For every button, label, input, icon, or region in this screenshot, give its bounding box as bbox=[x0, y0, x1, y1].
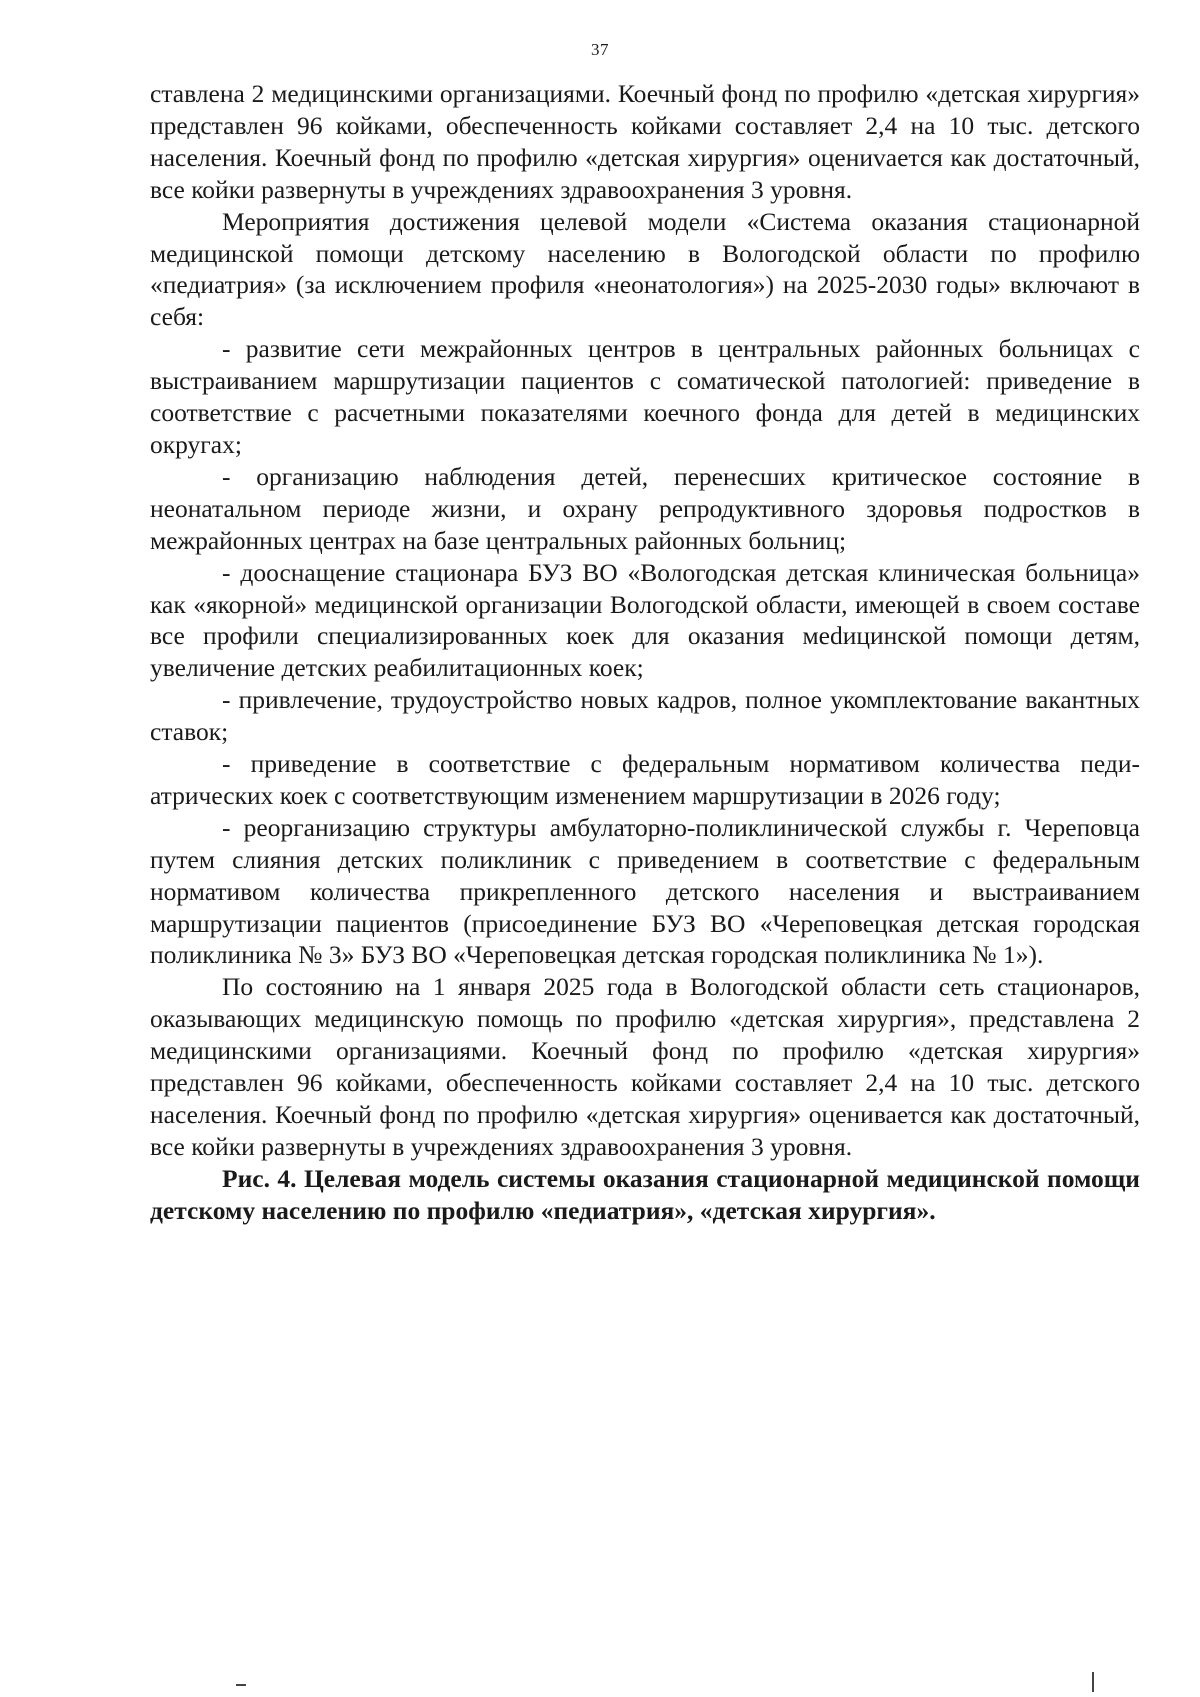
figure-caption: Рис. 4. Целевая модель системы оказания стационарной медицинской помощи детскому населению по профилю «педиатрия», «детская хирургия». bbox=[150, 1163, 1140, 1225]
list-item-pediatric-beds: - приведение в соответствие с федеральным нормативом количества педиатрических коек с соответствующим изменением маршрутизации в 2026 году; bbox=[150, 749, 1140, 810]
list-item-hospital-equipment: - дооснащение стационара БУЗ ВО «Вологодская детская клиническая больница» как «якорной» медицинской организации Вологодской области, имеющей в своем составе все профили специализированных коек для оказания меdицинской помощи детям, увеличение детских реабилитационных коек; bbox=[150, 557, 1140, 683]
paragraph-continuation: ставлена 2 медицинскими организациями. Коечный фонд по профилю «детская хирургия» представлен 96 койками, обеспеченность койками составляет 2,4 на 10 тыс. детского населения. Коечный фонд по профилю «детская хирургия» оцениvается как достаточный, все койки развернуты в учреждениях здравоохранения 3 уровня. bbox=[150, 79, 1140, 204]
page-number: 37 bbox=[591, 40, 609, 59]
scan-artifact bbox=[236, 1684, 246, 1686]
list-item-neonatal-observation: - организацию наблюдения детей, перенесших критическое состояние в неонатальном периоде жизни, и охрану репродуктивного здоровья подростков в межрайонных центрах на базе центральных районных больниц; bbox=[150, 461, 1140, 555]
list-item-interdistrict-centers: - развитие сети межрайонных центров в центральных районных больницах с выстраиванием маршрутизации пациентов с соматической патологией: приведение в соответствие с расчетными показателями коечного фонда для детей в медицинских округах; bbox=[150, 334, 1140, 459]
list-item-staffing: - привлечение, трудоустройство новых кадров, полное укомплектование вакантных ставок; bbox=[150, 685, 1140, 747]
paragraph-measures-intro: Мероприятия достижения целевой модели «Система оказания стационарной медицинской помощи детскому населению в Вологодской области по профилю «педиатрия» (за исключением профиля «неонатология») на 2025-2030 годы» включают в себя: bbox=[150, 206, 1140, 332]
scan-artifact bbox=[1092, 1672, 1094, 1692]
document-body bbox=[150, 78, 1140, 1227]
paragraph-surgery-network: По состоянию на 1 января 2025 года в Вологодской области сеть стационаров, оказывающих медицинскую помощь по профилю «детская хирургия», представлена 2 медицинскими организациями. Коечный фонд по профилю «детская хирургия» представлен 96 койками, обеспеченность койками составляет 2,4 на 10 тыс. детского населения. Коечный фонд по профилю «детская хирургия» оценивается как достаточный, все койки развернуты в учреждениях здравоохранения 3 уровня. bbox=[150, 972, 1140, 1161]
list-item-clinic-reorganization: - реорганизацию структуры амбулаторно-поликлинической службы г. Череповца путем слияния детских поликлиник с приведением в соответствие с федеральным нормативом количества прикрепленного детского населения и выстраиванием маршрутизации пациентов (присоединение БУЗ ВО «Череповецкая детская городская поликлиника № 3» БУЗ ВО «Череповецкая детская городская поликлиника № 1»). bbox=[150, 812, 1140, 970]
